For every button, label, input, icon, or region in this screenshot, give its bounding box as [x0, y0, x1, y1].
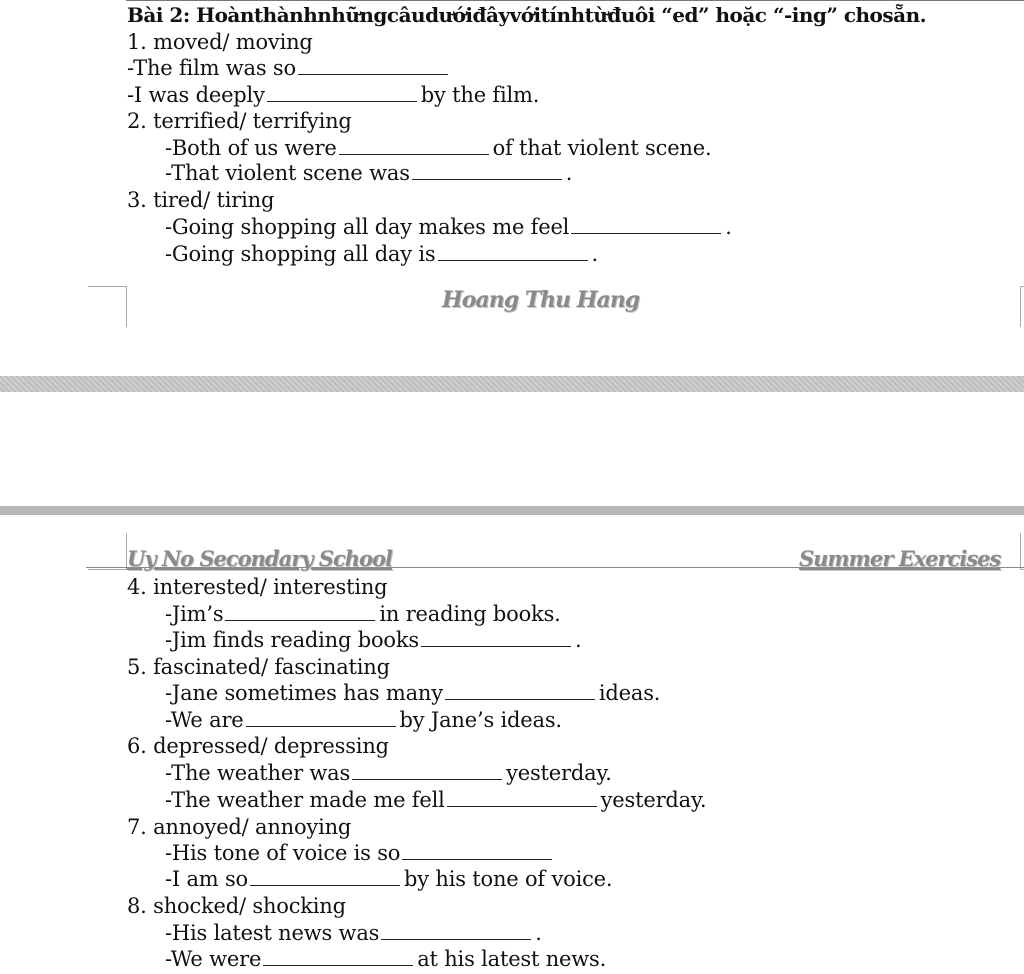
sentence-text: -We were: [165, 947, 262, 971]
sentence-text: -His latest news was: [165, 921, 380, 945]
sentence: [127, 82, 539, 108]
sentence-text: -That violent scene was: [165, 161, 410, 185]
item-heading: 1. moved/ moving: [127, 30, 313, 54]
margin-corner-mark: [88, 533, 127, 570]
item-heading: 3. tired/ tiring: [127, 188, 275, 212]
margin-corner-mark: [1020, 286, 1024, 327]
answer-blank[interactable]: [250, 867, 400, 886]
sentence-text: yesterday.: [600, 788, 707, 812]
answer-blank[interactable]: [445, 681, 595, 700]
sentence-text: in reading books.: [379, 602, 561, 626]
footer-author: Hoang Thu Hang: [442, 287, 640, 313]
sentence-text: .: [725, 215, 732, 239]
document-page-1: [0, 0, 1024, 376]
sentence-text: -The weather made me fell: [165, 788, 445, 812]
answer-blank[interactable]: [352, 761, 502, 780]
sentence-text: yesterday.: [506, 761, 612, 785]
document-page-2: [0, 515, 1024, 974]
sentence-text: .: [535, 921, 542, 945]
sentence: [165, 946, 606, 972]
sentence-text: -Jane sometimes has many: [165, 681, 443, 705]
sentence: [165, 214, 732, 240]
answer-blank[interactable]: [267, 83, 417, 102]
sentence-text: -Going shopping all day makes me feel: [165, 215, 570, 239]
sentence: [165, 680, 660, 706]
header-school: Uy No Secondary School: [127, 546, 393, 571]
sentence: [165, 135, 711, 161]
page-shadow-band: [0, 506, 1024, 515]
sentence-text: -His tone of voice is so: [165, 841, 401, 865]
page-top-rule: [126, 0, 1024, 1]
answer-blank[interactable]: [421, 628, 571, 647]
sentence-text: -Going shopping all day is: [165, 242, 436, 266]
answer-blank[interactable]: [225, 602, 375, 621]
page-break-gap: [0, 376, 1024, 515]
sentence: [165, 160, 572, 186]
answer-blank[interactable]: [263, 947, 413, 966]
answer-blank[interactable]: [447, 788, 597, 807]
item-heading: 6. depressed/ depressing: [127, 734, 389, 758]
header-label: Summer Exercises: [799, 546, 1001, 571]
sentence-text: by the film.: [420, 83, 540, 107]
answer-blank[interactable]: [438, 242, 588, 261]
sentence-text: -Both of us were: [165, 136, 337, 160]
sentence-text: of that violent scene.: [492, 136, 712, 160]
sentence-text: at his latest news.: [417, 947, 607, 971]
sentence-text: .: [565, 161, 573, 185]
margin-corner-mark: [88, 286, 127, 327]
answer-blank[interactable]: [571, 215, 721, 234]
answer-blank[interactable]: [246, 708, 396, 727]
sentence: [165, 627, 581, 653]
sentence: [165, 787, 706, 813]
sentence: [127, 55, 452, 81]
item-heading: 8. shocked/ shocking: [127, 894, 346, 918]
margin-corner-mark: [1020, 533, 1024, 570]
sentence: [165, 760, 612, 786]
sentence-text: -The film was so: [127, 56, 296, 80]
sentence-text: by Jane’s ideas.: [399, 708, 562, 732]
sentence: [165, 707, 562, 733]
page-shadow-band: [0, 376, 1024, 392]
sentence-text: -I was deeply: [127, 83, 265, 107]
sentence: [165, 866, 612, 892]
sentence-text: -We are: [165, 708, 244, 732]
sentence: [165, 601, 561, 627]
item-heading: 5. fascinated/ fascinating: [127, 655, 390, 679]
exercise-title: Bài 2: Hoànthànhnhữngcâudướiđâyvớitínhtừđuôi “ed” hoặc “-ing” chosẵn.: [127, 3, 927, 27]
item-heading: 4. interested/ interesting: [127, 575, 388, 599]
sentence-text: -Jim finds reading books: [165, 628, 419, 652]
item-heading: 7. annoyed/ annoying: [127, 815, 352, 839]
answer-blank[interactable]: [402, 841, 552, 860]
answer-blank[interactable]: [339, 136, 489, 155]
answer-blank[interactable]: [412, 161, 562, 180]
sentence-text: -The weather was: [165, 761, 351, 785]
answer-blank[interactable]: [298, 56, 448, 75]
sentence-text: by his tone of voice.: [404, 867, 613, 891]
sentence-text: .: [591, 242, 598, 266]
item-heading: 2. terrified/ terrifying: [127, 109, 352, 133]
sentence-text: ideas.: [598, 681, 661, 705]
sentence-text: -I am so: [165, 867, 248, 891]
sentence: [165, 241, 598, 267]
sentence: [165, 840, 556, 866]
answer-blank[interactable]: [381, 921, 531, 940]
sentence-text: -Jim’s: [165, 602, 224, 626]
sentence: [165, 920, 542, 946]
sentence-text: .: [574, 628, 582, 652]
